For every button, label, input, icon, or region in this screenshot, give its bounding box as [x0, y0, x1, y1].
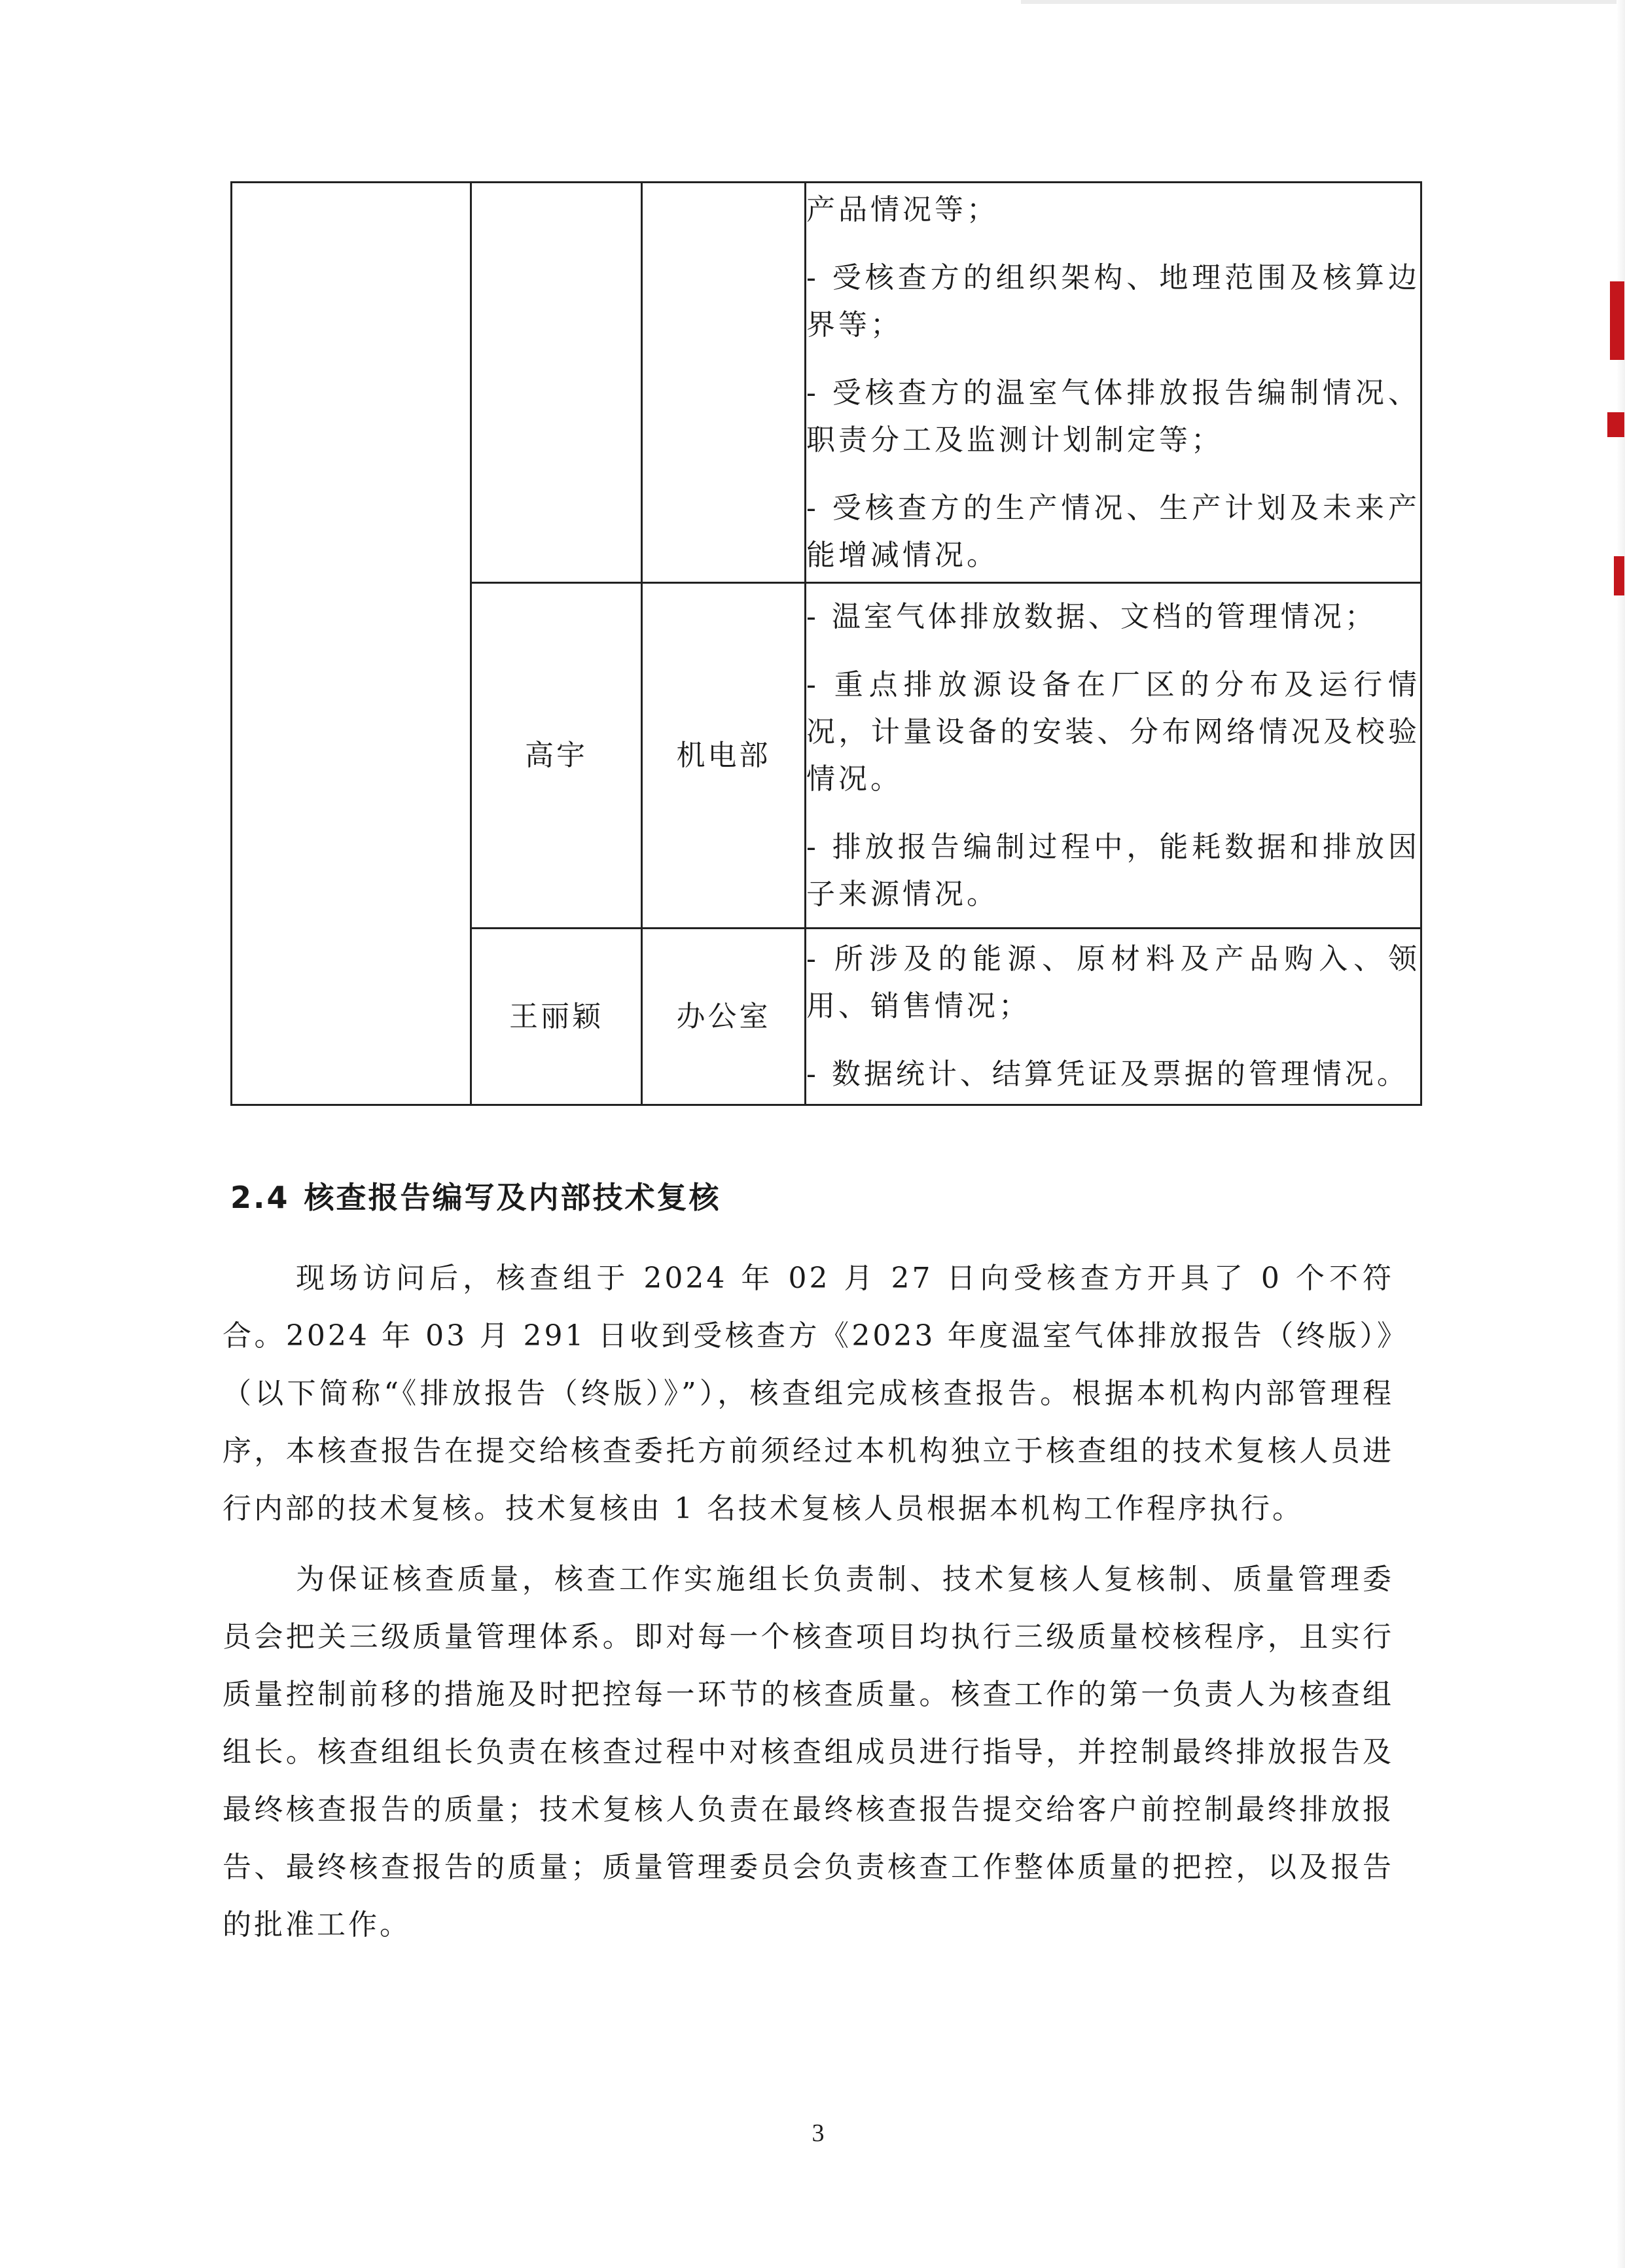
list-item: - 受核查方的组织架构、地理范围及核算边界等；	[806, 260, 1420, 342]
verification-staff-table	[230, 181, 1420, 1104]
list-item: - 排放报告编制过程中，能耗数据和排放因子来源情况。	[806, 830, 1420, 911]
staff-name-cell: 高宇	[471, 583, 642, 929]
body-paragraph: 现场访问后，核查组于 2024 年 02 月 27 日向受核查方开具了 0 个不符合。2024 年 03 月 291 日收到受核查方《2023 年度温室气体排放报告（终版）》（以下简称“《排放报告（终版）》”），核查组完成核查报告。根据本机构内部管理程序，本核查报告在提交给核查委托方前须经过本机构独立于核查组的技术复核人员进行内部的技术复核。技术复核由 1 名技术复核人员根据本机构工作程序执行。	[223, 1262, 1394, 1525]
section-heading	[230, 1175, 1408, 1220]
department-cell: 机电部	[642, 583, 806, 929]
merged-left-cell	[232, 183, 471, 1105]
page-number: 3	[812, 2119, 825, 2147]
list-item: 产品情况等；	[806, 192, 999, 226]
list-item: - 数据统计、结算凭证及票据的管理情况。	[806, 1057, 1409, 1091]
list-item: - 温室气体排放数据、文档的管理情况；	[806, 599, 1377, 633]
interview-content-cell	[806, 183, 1421, 583]
section-number: 2.4	[230, 1180, 290, 1215]
interview-content-cell	[806, 929, 1421, 1105]
staff-name-cell	[471, 183, 642, 583]
seal-edge-icon	[1605, 281, 1625, 622]
list-item: - 重点排放源设备在厂区的分布及运行情况，计量设备的安装、分布网络情况及校验情况。	[806, 667, 1420, 796]
list-item: - 所涉及的能源、原材料及产品购入、领用、销售情况；	[806, 942, 1420, 1023]
body-paragraph: 为保证核查质量，核查工作实施组长负责制、技术复核人复核制、质量管理委员会把关三级质量管理体系。即对每一个核查项目均执行三级质量校核程序，且实行质量控制前移的措施及时把控每一环节的核查质量。核查工作的第一负责人为核查组组长。核查组组长负责在核查过程中对核查组成员进行指导，并控制最终排放报告及最终核查报告的质量；技术复核人负责在最终核查报告提交给客户前控制最终排放报告、最终核查报告的质量；质量管理委员会负责核查工作整体质量的把控，以及报告的批准工作。	[223, 1563, 1394, 1941]
list-item: - 受核查方的生产情况、生产计划及未来产能增减情况。	[806, 491, 1420, 572]
interview-content-cell	[806, 583, 1421, 929]
list-item: - 受核查方的温室气体排放报告编制情况、职责分工及监测计划制定等；	[806, 376, 1420, 457]
department-cell	[642, 183, 806, 583]
table-row	[232, 183, 1421, 583]
staff-name-cell: 王丽颖	[471, 929, 642, 1105]
department-cell: 办公室	[642, 929, 806, 1105]
scan-artifact-top	[1021, 0, 1625, 4]
section-title: 核查报告编写及内部技术复核	[304, 1180, 721, 1215]
